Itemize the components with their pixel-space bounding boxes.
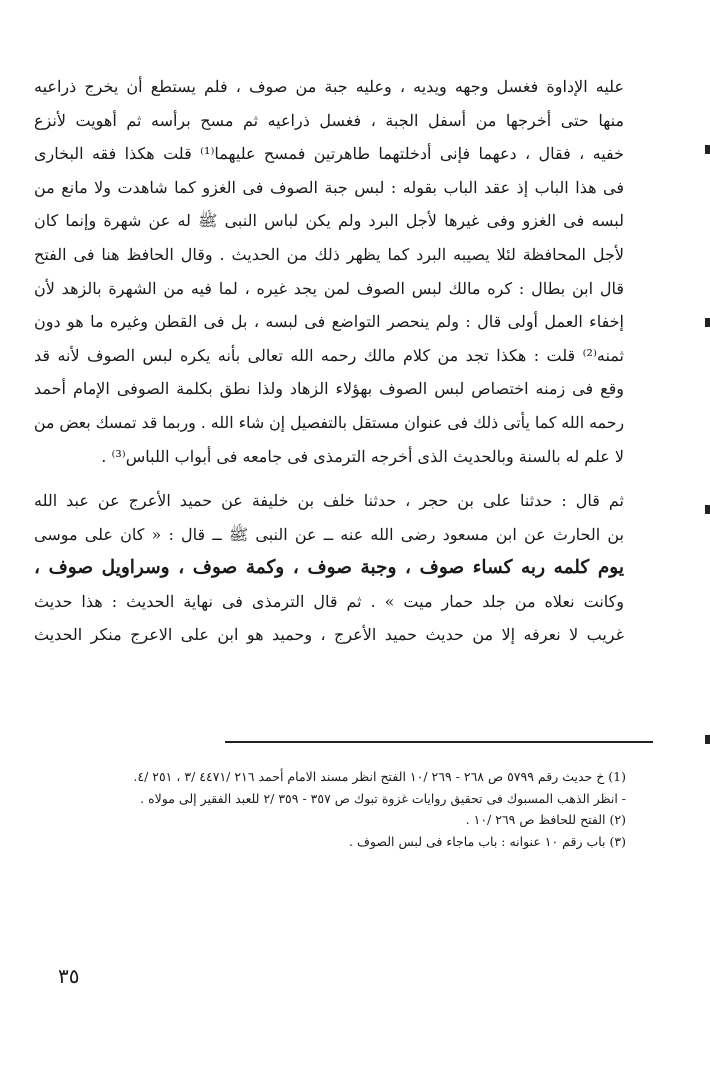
- text-line: وقع فى زمنه اختصاص لبس الصوف بهؤلاء الزهاد ولذا نطق بكلمة الصوفى الإمام أحمد: [34, 379, 624, 399]
- text-line: إخفاء العمل أولى قال : ولم ينحصر التواضع فى لبسه ، بل فى القطن وغيره ما هو دون: [34, 312, 624, 332]
- page-number: ٣٥: [58, 964, 80, 988]
- scan-edge-mark: [705, 318, 710, 327]
- scan-edge-mark: [705, 735, 710, 744]
- text-line: عليه الإداوة فغسل وجهه ويديه ، وعليه جبة من صوف ، فلم يستطع أن يخرج ذراعيه: [34, 77, 624, 96]
- footnotes: [50, 766, 626, 852]
- footnote-line: (1) خ حديث رقم ٥٧٩٩ ص ٢٦٨ - ٢٦٩ /١٠ الفتح انظر مسند الامام أحمد ٢١٦ /٤٤٧١ /٣ ، ٢٥١ /٤.: [133, 769, 626, 784]
- footnote-line: (٣) باب رقم ١٠ عنوانه : باب ماجاء فى لبس الصوف .: [349, 833, 626, 849]
- footnote-line: - انظر الذهب المسبوك فى تحقيق روايات غزوة تبوك ص ٣٥٧ - ٣٥٩ /٢ للعبد الفقير إلى مولاه .: [140, 790, 626, 806]
- body-paragraph-1: [34, 70, 624, 473]
- text-line: فى هذا الباب إذ عقد الباب بقوله : لبس جبة الصوف فى الغزو كما شاهدت ولا مانع من: [34, 177, 624, 197]
- footnote-divider: [225, 741, 653, 743]
- text-line: ثمنه⁽²⁾ قلت : هكذا تجد من كلام مالك رحمه الله تعالى بأنه يكره لبس الصوف لأنه قد: [34, 345, 624, 365]
- text-line: رحمه الله كما يأتى ذلك فى عنوان مستقل بالتفصيل إن شاء الله . وربما قد تمسك بعض من: [34, 412, 624, 432]
- text-line: قال ابن بطال : كره مالك لبس الصوف لمن يجد غيره ، لما فيه من الشهرة بالزهد لأن: [34, 278, 624, 298]
- hadith-quote-line: يوم كلمه ربه كساء صوف ، وجبة صوف ، وكمة صوف ، وسراويل صوف ،: [34, 557, 624, 579]
- text-line: وكانت نعلاه من جلد حمار ميت » . ثم قال الترمذى فى نهاية الحديث : هذا حديث: [34, 591, 624, 611]
- body-paragraph-2: [34, 484, 624, 652]
- footnote-line: (٢) الفتح للحافظ ص ٢٦٩ /١٠ .: [465, 812, 626, 827]
- text-line: غريب لا نعرفه إلا من حديث حميد الأعرج ، وحميد هو ابن على الاعرج منكر الحديث: [34, 625, 624, 645]
- text-line: بن الحارث عن ابن مسعود رضى الله عنه ــ عن النبى ﷺ ــ قال : « كان على موسى: [34, 524, 624, 544]
- text-line: لأجل المحافظة لئلا يصيبه البرد كما يظهر ذلك من الحديث . وقال الحافظ هنا فى الفتح: [34, 244, 624, 264]
- text-line: لا علم له بالسنة وبالحديث الذى أخرجه الترمذى فى جامعه فى أبواب اللباس⁽³⁾ .: [101, 446, 624, 466]
- text-line: منها حتى أخرجها من أسفل الجبة ، فغسل ذراعيه ثم مسح برأسه ثم أهويت لأنزع: [34, 110, 624, 130]
- text-line: خفيه ، فقال ، دعهما فإنى أدخلتهما طاهرتين فمسح عليهما⁽¹⁾ قلت هكذا فقه البخارى: [34, 144, 624, 164]
- scan-edge-mark: [705, 505, 710, 514]
- scan-edge-mark: [705, 145, 710, 154]
- text-line: ثم قال : حدثنا على بن حجر ، حدثنا خلف بن خليفة عن حميد الأعرج عن عبد الله: [34, 491, 624, 510]
- text-line: لبسه فى الغزو وفى غيرها لأجل البرد ولم يكن لباس النبى ﷺ له عن شهرة وإنما كان: [34, 211, 624, 231]
